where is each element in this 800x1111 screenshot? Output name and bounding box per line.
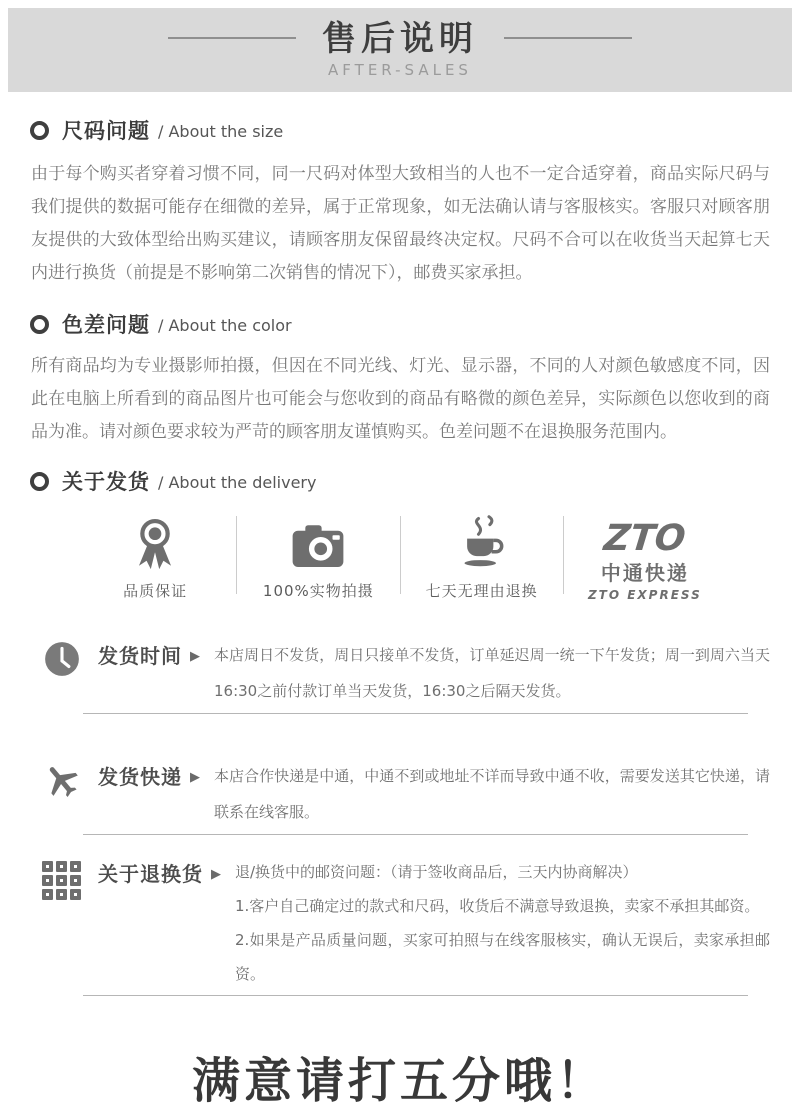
medal-icon bbox=[128, 515, 182, 571]
section-delivery-title-zh: 关于发货 bbox=[62, 470, 150, 494]
section-color-title-en: / About the color bbox=[158, 316, 292, 335]
section-divider bbox=[83, 995, 748, 996]
returns-line-1: 退/换货中的邮资问题：（请于签收商品后，三天内协商解决） bbox=[235, 863, 638, 881]
section-divider bbox=[83, 713, 748, 714]
returns-row bbox=[42, 855, 770, 991]
shipping-courier-label: 发货快递 bbox=[98, 765, 182, 789]
returns-line-2: 1.客户自己确定过的款式和尺码，收货后不满意导致退换，卖家不承担其邮资。 bbox=[235, 897, 760, 915]
badge-real-photo bbox=[237, 509, 399, 601]
badge-real-photo-label: 100%实物拍摄 bbox=[262, 582, 374, 600]
badge-zto-express bbox=[564, 509, 726, 601]
zto-logo bbox=[587, 518, 702, 602]
coffee-cup-icon bbox=[454, 515, 510, 571]
chevron-right-icon: ▶ bbox=[211, 867, 221, 882]
section-size-heading bbox=[30, 116, 800, 144]
five-star-request-title: 满意请打五分哦！ bbox=[191, 1053, 608, 1109]
badge-seven-day-return-label: 七天无理由退换 bbox=[425, 582, 538, 600]
airplane-icon bbox=[42, 760, 82, 800]
clock-icon bbox=[42, 639, 82, 679]
returns-label: 关于退换货 bbox=[98, 862, 203, 886]
shipping-time-row bbox=[42, 637, 770, 709]
ring-bullet-icon bbox=[30, 121, 49, 140]
section-size-body: 由于每个购买者穿着习惯不同，同一尺码对体型大致相当的人也不一定合适穿着，商品实际尺码与我们提供的数据可能存在细微的差异，属于正常现象，如无法确认请与客服核实。客服只对顾客朋友提供的大致体型给出购买建议，请顾客朋友保留最终决定权。尺码不合可以在收货当天起算七天内进行换货（前提是不影响第二次销售的情况下），邮费买家承担。 bbox=[31, 164, 770, 283]
section-size-title-en: / About the size bbox=[158, 122, 284, 141]
ring-bullet-icon bbox=[30, 472, 49, 491]
section-divider bbox=[83, 834, 748, 835]
header-right-rule bbox=[504, 37, 632, 39]
section-color-title-zh: 色差问题 bbox=[62, 313, 150, 337]
zto-english-name: ZTO EXPRESS bbox=[587, 588, 702, 602]
section-delivery-title-en: / About the delivery bbox=[158, 473, 317, 492]
chevron-right-icon: ▶ bbox=[190, 770, 200, 785]
guarantee-badges-row bbox=[74, 509, 726, 601]
badge-quality bbox=[74, 509, 236, 601]
page-subtitle: AFTER-SALES bbox=[328, 61, 472, 79]
header-left-rule bbox=[168, 37, 296, 39]
shipping-courier-row bbox=[42, 758, 770, 830]
chevron-right-icon: ▶ bbox=[190, 649, 200, 664]
camera-icon bbox=[289, 523, 347, 571]
shipping-time-label: 发货时间 bbox=[98, 644, 182, 668]
shipping-time-text: 本店周日不发货，周日只接单不发货，订单延迟周一统一下午发货；周一到周六当天16:30之前付款订单当天发货，16:30之后隔天发货。 bbox=[214, 646, 770, 700]
section-color-heading bbox=[30, 310, 800, 338]
section-color-body: 所有商品均为专业摄影师拍摄，但因在不同光线、灯光、显示器，不同的人对颜色敏感度不同，因此在电脑上所看到的商品图片也可能会与您收到的商品有略微的颜色差异，实际颜色以您收到的商品为准。请对颜色要求较为严苛的顾客朋友谨慎购买。色差问题不在退换服务范围内。 bbox=[31, 356, 770, 442]
zto-chinese-name: 中通快递 bbox=[600, 561, 689, 585]
section-size-title-zh: 尺码问题 bbox=[62, 119, 150, 143]
returns-text bbox=[235, 855, 770, 991]
shipping-courier-text: 本店合作快递是中通，中通不到或地址不详而导致中通不收，需要发送其它快递，请联系在线客服。 bbox=[214, 767, 770, 821]
returns-line-3: 2.如果是产品质量问题，买家可拍照与在线客服核实，确认无误后，卖家承担邮资。 bbox=[235, 931, 770, 983]
ring-bullet-icon bbox=[30, 315, 49, 334]
header-title-block bbox=[322, 21, 478, 79]
section-delivery-heading bbox=[30, 467, 800, 495]
grid-icon bbox=[42, 857, 82, 897]
page-title: 售后说明 bbox=[322, 19, 478, 59]
badge-quality-label: 品质保证 bbox=[123, 582, 188, 600]
grid-icon-cells bbox=[42, 861, 82, 900]
header-band bbox=[8, 8, 792, 92]
badge-seven-day-return bbox=[401, 509, 563, 601]
zto-wordmark: ZTO bbox=[602, 518, 688, 559]
